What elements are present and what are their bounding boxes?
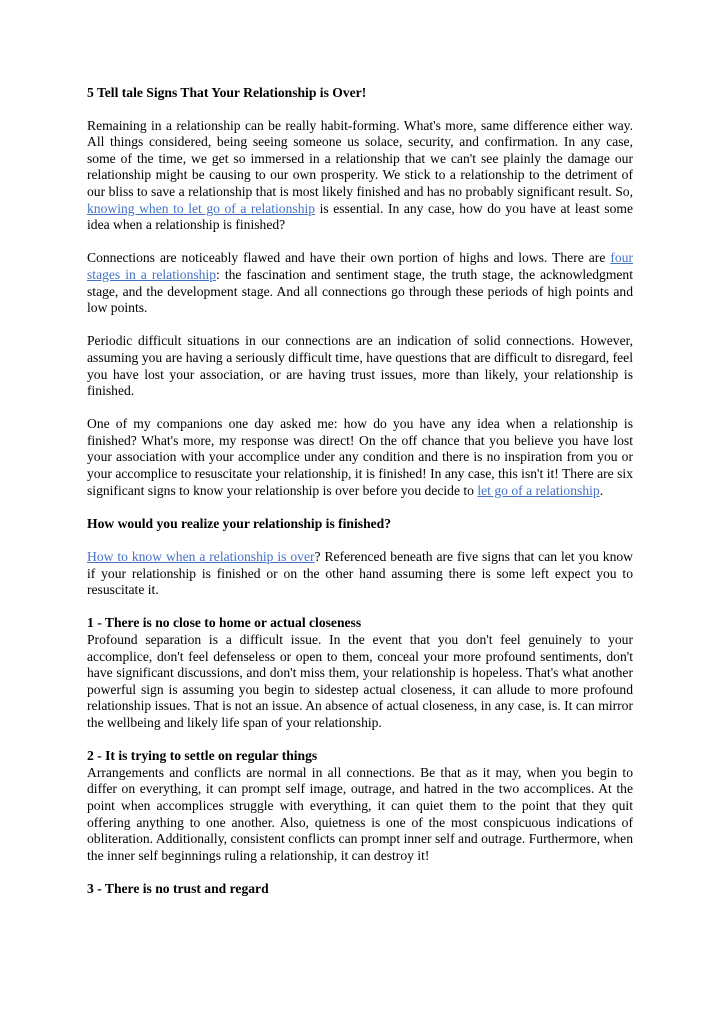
how-to-know-text: ? Referenced beneath are five signs that can let you know if your relationship is finished or on the other hand assuming there is some left expect you to resuscitate it.: [87, 549, 633, 598]
section-1-heading: 1 - There is no close to home or actual closeness: [87, 615, 362, 631]
companion-text-before: One of my companions one day asked me: how do you have any idea when a relationship is finished? What's more, my response was direct! On the off chance that you believe you have lost your association with your accomplice under any condition and there is no inspiration from you or your accomplice to resuscitate your relationship, it is finished! In any case, this isn't it! There are six significant signs to know your relationship is over before you decide to: [87, 416, 633, 498]
stages-text-after: : the fascination and sentiment stage, the truth stage, the acknowledgment stage, and the development stage. And all connections go through these periods of high points and low points.: [87, 266, 633, 316]
stages-paragraph: [87, 250, 633, 316]
intro-paragraph: [87, 118, 633, 234]
let-go-relationship-link[interactable]: let go of a relationship: [477, 482, 600, 498]
document-content: [87, 85, 633, 898]
difficult-times-paragraph: Periodic difficult situations in our connections are an indication of solid connections. However, assuming you are having a seriously difficult time, have questions that are difficult to disregard, feel you have lost your association, or are having trust issues, more than likely, your relationship is finished.: [87, 333, 633, 399]
section-1-body: Profound separation is a difficult issue. In the event that you don't feel genuinely to your accomplice, don't feel defenseless or open to them, conceal your more profound sentiments, don't have significant discussions, and don't miss them, your relationship is hopeless. That's what another powerful sign is assuming you begin to sidestep actual closeness, it can allude to more profound relationship issues. That is not an issue. An absence of actual closeness, in any case, is. It can mirror the wellbeing and likely life span of your relationship.: [87, 632, 633, 730]
four-stages-link[interactable]: four stages in a relationship: [87, 250, 633, 282]
intro-text-after: is essential. In any case, how do you have at least some idea when a relationship is finished?: [87, 200, 633, 233]
companion-text-after: .: [599, 482, 604, 498]
section-2-heading: 2 - It is trying to settle on regular things: [87, 748, 318, 764]
companion-paragraph: [87, 416, 633, 499]
let-go-link[interactable]: knowing when to let go of a relationship: [87, 200, 316, 216]
section-3-heading: 3 - There is no trust and regard: [87, 880, 269, 896]
section-2-body: Arrangements and conflicts are normal in all connections. Be that as it may, when you begin to differ on everything, it can prompt self image, outrage, and hatred in the two accomplices. At the point when accomplices struggle with everything, it can quiet them to the point that they quit offering anything to one another. Also, quietness is one of the most conspicuous indications of obliteration. Additionally, consistent conflicts can prompt inner self and outrage. Furthermore, when the inner self beginnings ruling a relationship, it can destroy it!: [87, 764, 633, 863]
how-to-know-link[interactable]: How to know when a relationship is over: [87, 549, 315, 565]
subheading: How would you realize your relationship is finished?: [87, 515, 392, 531]
how-to-know-paragraph: [87, 549, 633, 599]
page-title: 5 Tell tale Signs That Your Relationship is Over!: [87, 85, 367, 100]
intro-text-before: Remaining in a relationship can be really habit-forming. What's more, same difference either way. All things considered, being seeing someone us solace, security, and confirmation. In any case, some of the time, we get so immersed in a relationship that we can't see plainly the damage our relationship might be causing to our own prosperity. We stick to a relationship to the detriment of our bliss to save a relationship that is most likely finished and has no probably significant result. So,: [87, 117, 633, 199]
stages-text-before: Connections are noticeably flawed and have their own portion of highs and lows. There are: [87, 250, 611, 266]
